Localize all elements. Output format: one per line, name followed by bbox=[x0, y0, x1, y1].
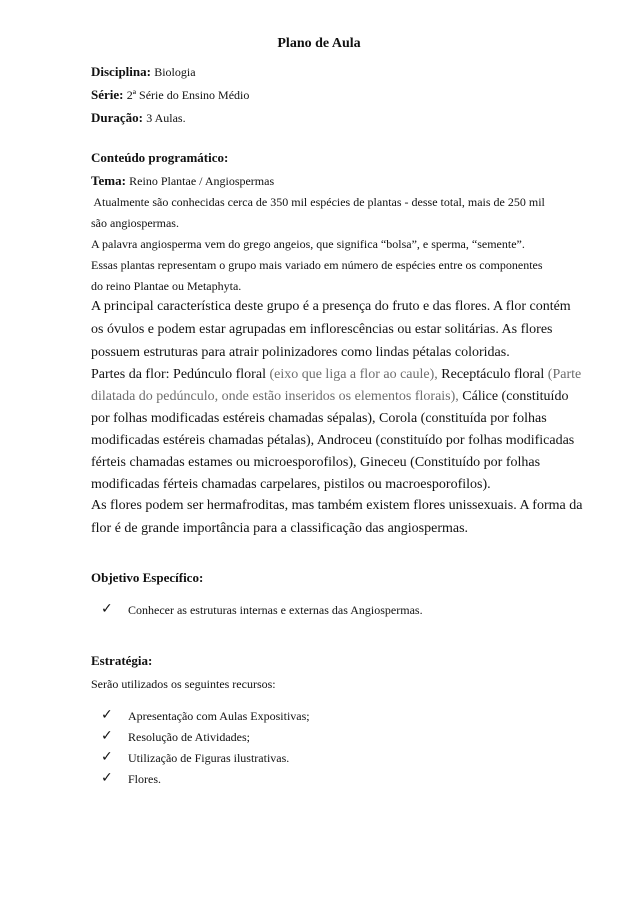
check-icon: ✓ bbox=[101, 601, 113, 617]
check-icon: ✓ bbox=[101, 749, 113, 765]
estrategia-item: Resolução de Atividades; bbox=[128, 730, 250, 744]
duracao-row bbox=[91, 110, 186, 126]
partes-gray-text: dilatada do pedúnculo, onde estão inseridos os elementos florais), bbox=[91, 389, 463, 404]
estrategia-intro: Serão utilizados os seguintes recursos: bbox=[91, 677, 276, 691]
check-icon: ✓ bbox=[101, 728, 113, 744]
duracao-label: Duração: bbox=[91, 110, 143, 125]
serie-value: 2ª Série do Ensino Médio bbox=[126, 88, 250, 102]
check-icon: ✓ bbox=[101, 707, 113, 723]
flores-line: As flores podem ser hermafroditas, mas também existem flores unissexuais. A forma da bbox=[91, 498, 583, 513]
partes-gray-text: (eixo que liga a flor ao caule), bbox=[269, 367, 442, 382]
serie-row bbox=[91, 87, 249, 103]
partes-gray-text: (Parte bbox=[547, 367, 582, 382]
partes-line: modificadas férteis chamadas carpelares, pistilos ou macroesporofilos). bbox=[91, 477, 491, 492]
page-title: Plano de Aula bbox=[277, 36, 361, 51]
intro-line: Essas plantas representam o grupo mais variado em número de espécies entre os componentes bbox=[91, 258, 543, 272]
partes-line: por folhas modificadas estéreis chamadas sépalas), Corola (constituída por folhas bbox=[91, 411, 547, 426]
intro-line: Atualmente são conhecidas cerca de 350 mil espécies de plantas - desse total, mais de 250 mil bbox=[91, 195, 545, 209]
tema-row bbox=[91, 173, 274, 189]
partes-line: modificadas estéreis chamadas pétalas), Androceu (constituído por folhas modificadas bbox=[91, 433, 575, 448]
disciplina-value: Biologia bbox=[154, 65, 196, 79]
partes-line: férteis chamadas estames ou microesporofilos), Gineceu (Constituído por folhas bbox=[91, 455, 541, 470]
disciplina-label: Disciplina: bbox=[91, 64, 151, 79]
conteudo-heading: Conteúdo programático: bbox=[91, 150, 229, 165]
intro-line: A palavra angiosperma vem do grego angeios, que significa “bolsa”, e sperma, “semente”. bbox=[91, 237, 525, 251]
partes-text: Cálice (constituído bbox=[462, 389, 569, 404]
check-icon: ✓ bbox=[101, 770, 113, 786]
tema-value: Reino Plantae / Angiospermas bbox=[129, 174, 275, 188]
intro-line: são angiospermas. bbox=[91, 216, 179, 230]
estrategia-heading: Estratégia: bbox=[91, 653, 153, 668]
intro-line: do reino Plantae ou Metaphyta. bbox=[91, 279, 242, 293]
main-line: possuem estruturas para atrair polinizadores como lindas pétalas coloridas. bbox=[91, 345, 510, 360]
objetivo-heading: Objetivo Específico: bbox=[91, 570, 204, 585]
main-line: os óvulos e podem estar agrupadas em inflorescências ou estar solitárias. As flores bbox=[91, 322, 553, 337]
serie-label: Série: bbox=[91, 87, 124, 102]
partes-line bbox=[91, 367, 581, 383]
tema-label: Tema: bbox=[91, 173, 126, 188]
main-line: A principal característica deste grupo é a presença do fruto e das flores. A flor contém bbox=[91, 299, 571, 314]
partes-line bbox=[91, 389, 568, 405]
estrategia-item: Flores. bbox=[128, 772, 161, 786]
disciplina-row bbox=[91, 64, 196, 80]
flores-line: flor é de grande importância para a classificação das angiospermas. bbox=[91, 521, 469, 536]
objetivo-item: Conhecer as estruturas internas e externas das Angiospermas. bbox=[128, 603, 423, 617]
partes-text: Receptáculo floral bbox=[441, 367, 548, 382]
estrategia-item: Apresentação com Aulas Expositivas; bbox=[128, 709, 310, 723]
estrategia-item: Utilização de Figuras ilustrativas. bbox=[128, 751, 290, 765]
partes-text: Partes da flor: Pedúnculo floral bbox=[91, 367, 270, 382]
duracao-value: 3 Aulas. bbox=[146, 111, 186, 125]
